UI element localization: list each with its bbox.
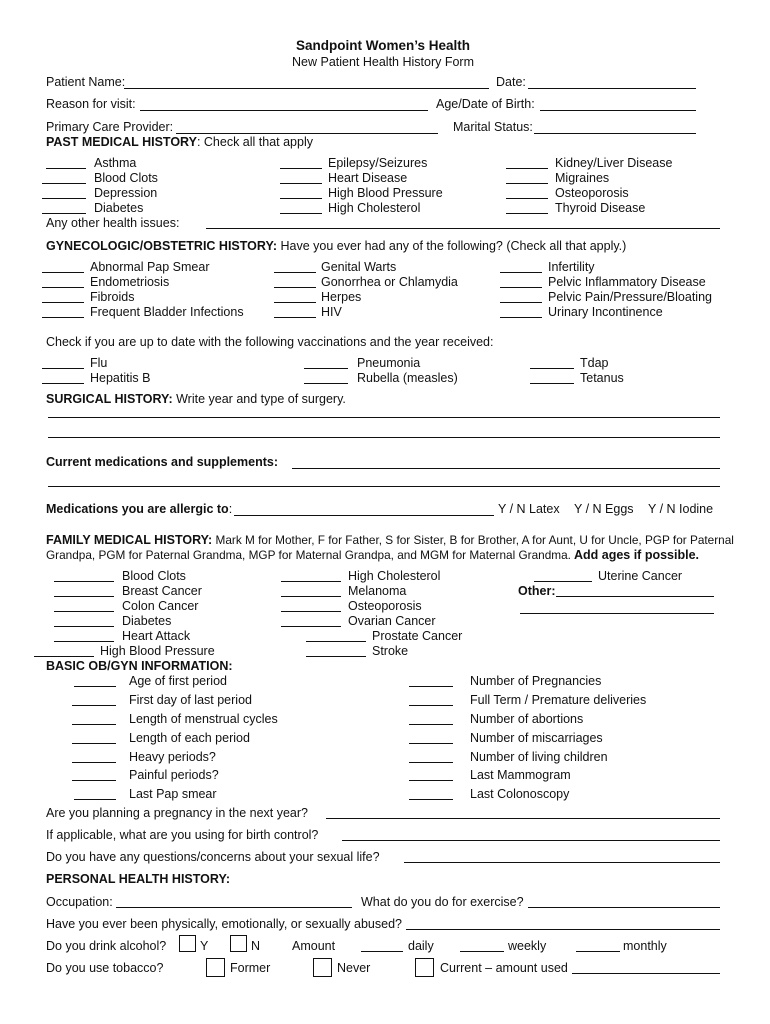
tobacco-current-checkbox[interactable] [415, 958, 434, 977]
gyn-item: Pelvic Inflammatory Disease [548, 275, 706, 289]
gyn-blank[interactable] [274, 287, 316, 288]
family-heading: FAMILY MEDICAL HISTORY: Mark M for Mother, F for Father, S for Sister, B for Brother, A for Aunt, U for Uncle, PGP for Paternal [46, 533, 734, 547]
vaccine-blank[interactable] [530, 368, 574, 369]
family-item: Ovarian Cancer [348, 614, 436, 628]
pmh-item: Depression [94, 186, 158, 200]
gyn-blank[interactable] [274, 302, 316, 303]
family-blank[interactable] [54, 611, 114, 612]
pmh-item: High Blood Pressure [328, 186, 443, 200]
weekly-field[interactable] [460, 951, 504, 952]
tobacco-current-label: Current – amount used [440, 961, 568, 975]
vaccine-blank[interactable] [42, 368, 84, 369]
gyn-blank[interactable] [274, 272, 316, 273]
gyn-blank[interactable] [500, 287, 542, 288]
family-item: Osteoporosis [348, 599, 422, 613]
age-field[interactable] [540, 110, 696, 111]
migraines-blank[interactable] [506, 183, 548, 184]
form-title: Sandpoint Women’s Health [296, 38, 471, 53]
gyn-blank[interactable] [42, 302, 84, 303]
family-item: Heart Attack [122, 629, 191, 643]
gyn-item: HIV [321, 305, 342, 319]
birth-control-question: If applicable, what are you using for birth control? [46, 828, 319, 842]
family-item: Breast Cancer [122, 584, 202, 598]
gyn-item: Endometriosis [90, 275, 170, 289]
pregnancy-field[interactable] [326, 818, 720, 819]
obgyn-item: Age of first period [129, 674, 227, 688]
tobacco-never-label: Never [337, 961, 371, 975]
family-instruction: Grandpa, PGM for Paternal Grandma, MGP for Maternal Grandpa, and MGM for Maternal Grandma. Add ages if possible. [46, 548, 700, 562]
gyn-item: Genital Warts [321, 260, 397, 274]
pmh-item: Osteoporosis [555, 186, 629, 200]
family-item: Stroke [372, 644, 409, 658]
obgyn-item: Number of living children [470, 750, 608, 764]
obgyn-item: Length of each period [129, 731, 250, 745]
sexual-field[interactable] [404, 862, 720, 863]
epilepsy-blank[interactable] [280, 168, 322, 169]
family-blank[interactable] [306, 656, 366, 657]
pmh-item: Diabetes [94, 201, 144, 215]
gyn-item: Gonorrhea or Chlamydia [321, 275, 458, 289]
gyn-heading: GYNECOLOGIC/OBSTETRIC HISTORY: Have you ever had any of the following? (Check all that apply.) [46, 239, 627, 253]
family-blank[interactable] [281, 611, 341, 612]
date-label: Date: [496, 75, 526, 89]
family-other-label: Other: [518, 584, 556, 598]
patient-name-field[interactable] [124, 88, 489, 89]
weekly-label: weekly [508, 939, 547, 953]
personal-heading: PERSONAL HEALTH HISTORY: [46, 872, 231, 886]
gyn-blank[interactable] [42, 272, 84, 273]
marital-label: Marital Status: [453, 120, 533, 134]
pmh-item: Thyroid Disease [555, 201, 646, 215]
family-blank[interactable] [281, 626, 341, 627]
pmh-item: Heart Disease [328, 171, 408, 185]
obgyn-blank[interactable] [409, 743, 453, 744]
occupation-field[interactable] [116, 907, 352, 908]
vaccine-item: Pneumonia [357, 356, 421, 370]
obgyn-item: Number of miscarriages [470, 731, 603, 745]
obgyn-blank[interactable] [409, 724, 453, 725]
reason-field[interactable] [140, 110, 428, 111]
blood-clots-blank[interactable] [42, 183, 86, 184]
amount-label: Amount [292, 939, 336, 953]
exercise-field[interactable] [528, 907, 720, 908]
gyn-item: Infertility [548, 260, 595, 274]
other-health-field[interactable] [206, 228, 720, 229]
vaccine-blank[interactable] [42, 383, 84, 384]
family-item: Melanoma [348, 584, 407, 598]
alcohol-label: Do you drink alcohol? [46, 939, 167, 953]
obgyn-blank[interactable] [72, 705, 116, 706]
pmh-item: Kidney/Liver Disease [555, 156, 673, 170]
family-blank[interactable] [534, 581, 592, 582]
tobacco-label: Do you use tobacco? [46, 961, 164, 975]
family-item: Uterine Cancer [598, 569, 683, 583]
obgyn-item: Painful periods? [129, 768, 219, 782]
vaccine-item: Hepatitis B [90, 371, 151, 385]
family-blank[interactable] [54, 626, 114, 627]
obgyn-item: Number of Pregnancies [470, 674, 602, 688]
patient-name-label: Patient Name: [46, 75, 126, 89]
family-item: Diabetes [122, 614, 172, 628]
gyn-item: Pelvic Pain/Pressure/Bloating [548, 290, 712, 304]
reason-label: Reason for visit: [46, 97, 136, 111]
alcohol-yes-label: Y [200, 939, 209, 953]
tobacco-former-label: Former [230, 961, 271, 975]
monthly-label: monthly [623, 939, 667, 953]
alcohol-no-checkbox[interactable] [230, 935, 247, 952]
tobacco-never-checkbox[interactable] [313, 958, 332, 977]
gyn-blank[interactable] [42, 287, 84, 288]
vaccine-item: Flu [90, 356, 108, 370]
gyn-blank[interactable] [42, 317, 84, 318]
pmh-item: Epilepsy/Seizures [328, 156, 428, 170]
heart-disease-blank[interactable] [280, 183, 322, 184]
daily-field[interactable] [361, 951, 403, 952]
family-blank[interactable] [54, 596, 114, 597]
alcohol-no-label: N [251, 939, 261, 953]
obgyn-blank[interactable] [409, 705, 453, 706]
asthma-blank[interactable] [46, 168, 86, 169]
obgyn-item: Heavy periods? [129, 750, 216, 764]
thyroid-blank[interactable] [506, 213, 548, 214]
depression-blank[interactable] [42, 198, 86, 199]
gyn-item: Herpes [321, 290, 362, 304]
surgical-heading: SURGICAL HISTORY: Write year and type of surgery. [46, 392, 346, 406]
obgyn-item: Length of menstrual cycles [129, 712, 278, 726]
family-other-field[interactable] [556, 596, 714, 597]
eggs-option[interactable]: Y / N Eggs [574, 502, 634, 516]
obgyn-item: Full Term / Premature deliveries [470, 693, 647, 707]
abuse-label: Have you ever been physically, emotionally, or sexually abused? [46, 917, 402, 931]
family-blank[interactable] [54, 641, 114, 642]
obgyn-blank[interactable] [409, 780, 453, 781]
other-health-label: Any other health issues: [46, 216, 180, 230]
current-meds-label: Current medications and supplements: [46, 455, 278, 469]
sexual-question: Do you have any questions/concerns about your sexual life? [46, 850, 380, 864]
pcp-label: Primary Care Provider: [46, 120, 174, 134]
pmh-item: High Cholesterol [328, 201, 421, 215]
diabetes-blank[interactable] [42, 213, 86, 214]
pmh-item: Migraines [555, 171, 610, 185]
family-item: High Blood Pressure [100, 644, 215, 658]
birth-control-field[interactable] [342, 840, 720, 841]
current-meds-field[interactable] [292, 468, 720, 469]
vaccine-item: Tetanus [580, 371, 624, 385]
pmh-item: Blood Clots [94, 171, 158, 185]
family-other-line-2[interactable] [520, 613, 714, 614]
vaccine-item: Rubella (measles) [357, 371, 458, 385]
obgyn-item: Number of abortions [470, 712, 584, 726]
obgyn-item: Last Pap smear [129, 787, 217, 801]
tobacco-amount-field[interactable] [572, 973, 720, 974]
family-blank[interactable] [54, 581, 114, 582]
pcp-field[interactable] [176, 133, 438, 134]
cholesterol-blank[interactable] [280, 213, 322, 214]
age-label: Age/Date of Birth: [436, 97, 535, 111]
gyn-blank[interactable] [500, 302, 542, 303]
obgyn-blank[interactable] [409, 686, 453, 687]
gyn-item: Frequent Bladder Infections [90, 305, 244, 319]
latex-option[interactable]: Y / N Latex [498, 502, 560, 516]
obgyn-item: Last Mammogram [470, 768, 571, 782]
family-blank[interactable] [281, 596, 341, 597]
alcohol-yes-checkbox[interactable] [179, 935, 196, 952]
obgyn-blank[interactable] [74, 686, 116, 687]
daily-label: daily [408, 939, 434, 953]
obgyn-blank[interactable] [72, 762, 116, 763]
vaccine-blank[interactable] [304, 383, 348, 384]
gyn-item: Abnormal Pap Smear [90, 260, 210, 274]
pmh-item: Asthma [94, 156, 137, 170]
obgyn-blank[interactable] [409, 799, 453, 800]
date-field[interactable] [528, 88, 696, 89]
hbp-blank[interactable] [280, 198, 322, 199]
tobacco-former-checkbox[interactable] [206, 958, 225, 977]
allergic-field[interactable] [234, 515, 494, 516]
family-blank[interactable] [34, 656, 94, 657]
gyn-blank[interactable] [274, 317, 316, 318]
family-item: Blood Clots [122, 569, 186, 583]
vaccine-blank[interactable] [530, 383, 574, 384]
occupation-label: Occupation: [46, 895, 113, 909]
gyn-item: Urinary Incontinence [548, 305, 663, 319]
vaccine-instruction: Check if you are up to date with the following vaccinations and the year received: [46, 335, 494, 349]
kidney-blank[interactable] [506, 168, 548, 169]
allergic-label: Medications you are allergic to: [46, 502, 233, 516]
abuse-field[interactable] [406, 929, 720, 930]
obgyn-heading: BASIC OB/GYN INFORMATION: [46, 659, 233, 673]
obgyn-blank[interactable] [72, 724, 116, 725]
family-blank[interactable] [306, 641, 366, 642]
obgyn-item: Last Colonoscopy [470, 787, 570, 801]
surgical-line-2[interactable] [48, 437, 720, 438]
marital-field[interactable] [534, 133, 696, 134]
obgyn-blank[interactable] [72, 743, 116, 744]
family-blank[interactable] [281, 581, 341, 582]
family-item: Colon Cancer [122, 599, 199, 613]
exercise-label: What do you do for exercise? [361, 895, 524, 909]
iodine-option[interactable]: Y / N Iodine [648, 502, 714, 516]
osteoporosis-blank[interactable] [506, 198, 548, 199]
monthly-field[interactable] [576, 951, 620, 952]
past-medical-heading: PAST MEDICAL HISTORY: Check all that apply [46, 135, 313, 149]
pregnancy-question: Are you planning a pregnancy in the next year? [46, 806, 308, 820]
vaccine-blank[interactable] [304, 368, 348, 369]
form-subtitle: New Patient Health History Form [292, 55, 475, 69]
obgyn-blank[interactable] [74, 799, 116, 800]
gyn-blank[interactable] [500, 272, 542, 273]
obgyn-item: First day of last period [129, 693, 252, 707]
gyn-item: Fibroids [90, 290, 135, 304]
gyn-blank[interactable] [500, 317, 542, 318]
family-item: Prostate Cancer [372, 629, 463, 643]
obgyn-blank[interactable] [72, 780, 116, 781]
vaccine-item: Tdap [580, 356, 609, 370]
obgyn-blank[interactable] [409, 762, 453, 763]
current-meds-line-2[interactable] [48, 486, 720, 487]
family-item: High Cholesterol [348, 569, 441, 583]
surgical-line-1[interactable] [48, 417, 720, 418]
